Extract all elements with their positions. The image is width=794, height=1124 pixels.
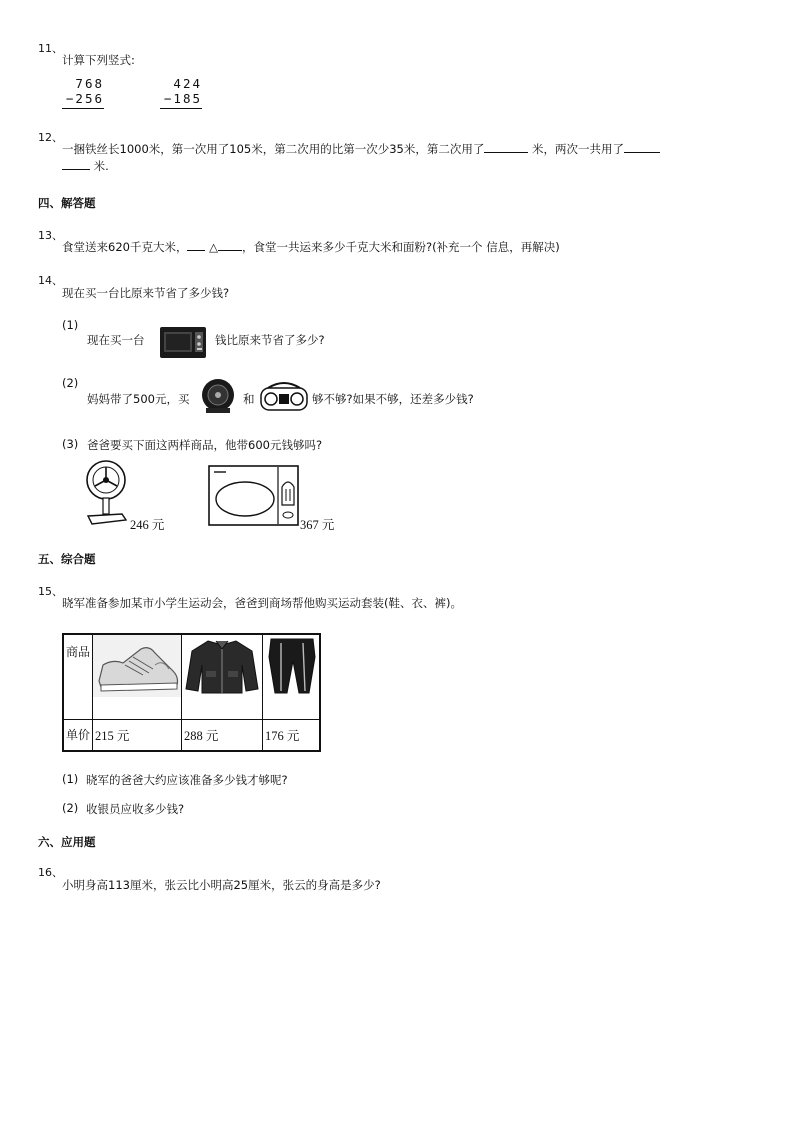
- sub-label: (2): [62, 801, 79, 815]
- question-text: 小明身高113厘米，张云比小明高25厘米，张云的身高是多少?: [62, 878, 381, 892]
- question-prompt: 晓军准备参加某市小学生运动会，爸爸到商场帮他购买运动套装(鞋、衣、裤)。: [62, 596, 462, 610]
- question-text-a: 食堂送来620千克大米，: [62, 240, 188, 254]
- sub-label: (3): [62, 437, 79, 451]
- answer-blank[interactable]: [187, 239, 205, 251]
- question-prompt: 计算下列竖式:: [62, 53, 135, 67]
- question-text-b: 米，两次一共用了: [532, 142, 625, 156]
- table-cell: [93, 720, 182, 752]
- question-number: 15、: [38, 585, 63, 598]
- goods-price-table: [62, 633, 321, 752]
- result-line: [160, 108, 202, 109]
- question-number: 14、: [38, 274, 63, 287]
- vertical-subtraction-1: [62, 76, 104, 109]
- price-cell: 176 元: [265, 729, 300, 743]
- sub-text: 和: [243, 392, 255, 406]
- table-cell: [93, 634, 182, 720]
- section-heading: 五、综合题: [38, 552, 96, 566]
- sub-text: 晓军的爸爸大约应该准备多少钱才够呢?: [86, 773, 288, 787]
- sub-label: (1): [62, 772, 79, 786]
- subtrahend: −256: [65, 91, 104, 106]
- pants-icon: [263, 635, 319, 697]
- question-number: 13、: [38, 229, 63, 242]
- sub-text: 现在买一台: [87, 333, 145, 347]
- radio-player-icon: [258, 380, 310, 414]
- row-label: 单价: [66, 728, 91, 742]
- price-label: 367 元: [300, 518, 335, 532]
- sub-text: 够不够?如果不够，还差多少钱?: [312, 392, 474, 406]
- answer-blank[interactable]: [62, 158, 90, 170]
- table-row: [63, 634, 320, 720]
- question-text-cont: [62, 158, 109, 174]
- row-label: 商品: [66, 645, 91, 659]
- vertical-subtraction-2: [160, 76, 202, 109]
- table-cell: [263, 634, 321, 720]
- question-number: 12、: [38, 131, 63, 144]
- price-cell: 215 元: [95, 729, 130, 743]
- electric-fan-icon: [200, 377, 236, 415]
- table-cell: [63, 720, 93, 752]
- table-cell: [182, 720, 263, 752]
- table-row: [63, 720, 320, 752]
- microwave-oven-icon: [208, 465, 300, 527]
- question-text-b: ，食堂一共运来多少千克大米和面粉?(补充一个 信息，再解决): [241, 240, 560, 254]
- minuend: 424: [173, 76, 202, 91]
- sub-text: 钱比原来节省了多少?: [215, 333, 325, 347]
- question-number: 16、: [38, 866, 63, 879]
- question-prompt: 现在买一台比原来节省了多少钱?: [62, 286, 230, 300]
- question-number: 11、: [38, 42, 63, 55]
- table-cell: [63, 634, 93, 720]
- price-label: 246 元: [130, 518, 165, 532]
- section-heading: 四、解答题: [38, 196, 96, 210]
- sub-text: 爸爸要买下面这两样商品，他带600元钱够吗?: [87, 438, 323, 452]
- sub-text: 收银员应收多少钱?: [86, 802, 185, 816]
- answer-blank[interactable]: [624, 141, 660, 153]
- result-line: [62, 108, 104, 109]
- sub-label: (2): [62, 376, 79, 390]
- sub-label: (1): [62, 318, 79, 332]
- triangle-symbol: △: [209, 240, 218, 254]
- microwave-icon: [159, 324, 209, 360]
- question-text: [62, 239, 560, 255]
- table-cell: [182, 634, 263, 720]
- price-cell: 288 元: [184, 729, 219, 743]
- sub-text: 妈妈带了500元，买: [87, 392, 190, 406]
- question-text-a: 一捆铁丝长1000米，第一次用了105米，第二次用的比第一次少35米，第二次用了: [62, 142, 485, 156]
- desk-fan-icon: [84, 458, 130, 528]
- subtrahend: −185: [163, 91, 202, 106]
- sneaker-icon: [93, 635, 181, 697]
- section-heading: 六、应用题: [38, 835, 96, 849]
- question-text: [62, 141, 660, 157]
- minuend: 768: [75, 76, 104, 91]
- question-text-c: 米.: [93, 159, 109, 173]
- answer-blank[interactable]: [218, 239, 242, 251]
- table-cell: [263, 720, 321, 752]
- answer-blank[interactable]: [484, 141, 528, 153]
- jacket-icon: [182, 635, 262, 697]
